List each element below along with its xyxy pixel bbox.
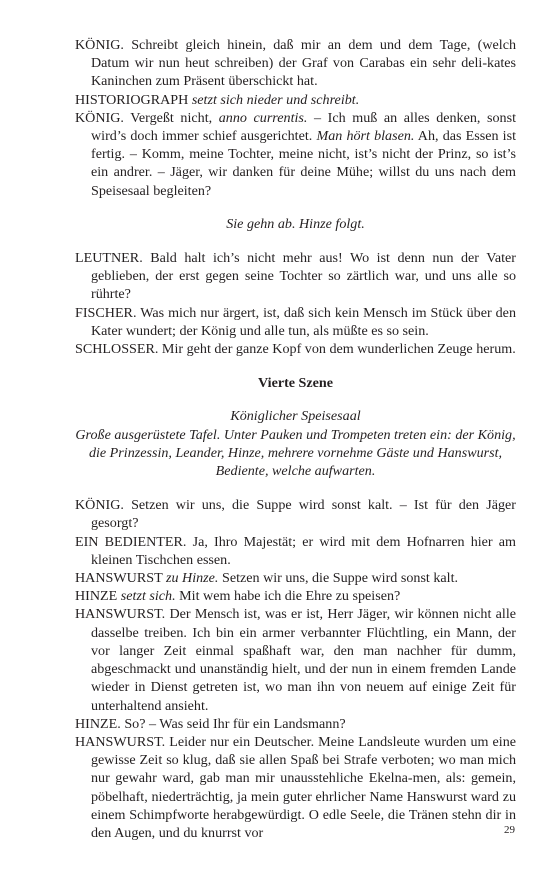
page-number: 29: [504, 824, 515, 836]
speech-hanswurst-2: HANSWURST. Der Mensch ist, was er ist, Herr Jäger, wir können nicht alle dasselbe treiben. Ich bin ein armer verbannter Flüchtling, ein Mann, der vor langer Zeit einmal spaßhaft war, den man nachher für dumm, abgeschmackt und unanständig hielt, und der nun in einem fremden Lande wieder in Dienst getreten ist, wo man ihn von neuem auf einige Zeit für unterhaltend ansieht.: [75, 606, 516, 714]
speech-leutner: LEUTNER. Bald halt ich’s nicht mehr aus! Wo ist denn nun der Vater geblieben, der erst gegen seine Tochter so zärtlich war, und uns alle so rührte?: [75, 250, 516, 303]
speech-text: Mit wem habe ich die Ehre zu speisen?: [175, 588, 401, 605]
speech-schlosser: SCHLOSSER. Mir geht der ganze Kopf von dem wunderlichen Zeuge herum.: [75, 341, 516, 358]
speech-koenig-3: KÖNIG. Setzen wir uns, die Suppe wird sonst kalt. – Ist für den Jäger gesorgt?: [75, 497, 516, 532]
speech-hinze-2: HINZE. So? – Was seid Ihr für ein Landsmann?: [75, 715, 346, 732]
scene-heading: Vierte Szene: [258, 375, 333, 392]
speech-koenig-1: KÖNIG. Schreibt gleich hinein, daß mir an dem und dem Tage, (welch Datum wir nun heut schreiben) der Graf von Carabas ein sehr deli-kates Kaninchen zum Präsent überschickt hat.: [75, 37, 516, 90]
speech-text: Setzen wir uns, die Suppe wird sonst kalt.: [218, 570, 459, 587]
speech-bedienter: EIN BEDIENTER. Ja, Ihro Majestät; er wird mit dem Hofnarren hier am kleinen Tischchen essen.: [75, 533, 516, 568]
speech-koenig-2: [75, 109, 516, 200]
speech-text: – Ich muß an alles denken, sonst wird’s doch immer schief ausgerichtet.: [91, 109, 516, 145]
latin-phrase: anno currentis.: [218, 109, 308, 126]
spacer: [75, 233, 516, 249]
speech-hinze-1: [75, 587, 516, 605]
stage-historiograph: [75, 91, 516, 109]
speech-text: KÖNIG. Vergeßt nicht,: [75, 109, 219, 126]
spacer: [75, 480, 516, 496]
spacer: [75, 392, 516, 407]
speaker-hinze: HINZE: [75, 588, 121, 605]
stage-direction: Man hört blasen.: [316, 128, 415, 145]
scene-setting-description: Große ausgerüstete Tafel. Unter Pauken und Trompeten treten ein: der König, die Prinzessin, Leander, Hinze, mehrere vornehme Gäste und Hanswurst, Bediente, welche aufwarten.: [75, 426, 516, 480]
speech-fischer: FISCHER. Was mich nur ärgert, ist, daß sich kein Mensch im Stück über den Kater wundert; der König und alle tun, als müßte es so sein.: [75, 304, 516, 339]
stage-direction: setzt sich nieder und schreibt.: [191, 91, 360, 108]
stage-direction: setzt sich.: [120, 588, 176, 605]
stage-direction: zu Hinze.: [165, 570, 219, 587]
speaker-historiograph: HISTORIOGRAPH: [75, 91, 192, 108]
stage-direction-exit: Sie gehn ab. Hinze folgt.: [226, 215, 365, 232]
speech-hanswurst-3: HANSWURST. Leider nur ein Deutscher. Meine Landsleute wurden um eine gewisse Zeit so klug, daß sie allen Spaß bei Strafe verboten; wo man mich nur gewahr ward, gab man mir unausstehliche Ekelna-men, als: gemein, pöbelhaft, niederträchtig, ja mein guter ehrlicher Name Hanswurst ward zu einem Schimpfworte herabgewürdigt. O edle Seele, die Tränen stehn dir in den Augen, und du knurrst vor: [75, 733, 516, 841]
spacer: [75, 200, 516, 215]
page-body: [75, 36, 516, 842]
scene-setting-title: Königlicher Speisesaal: [230, 408, 361, 425]
speech-hanswurst-1: [75, 569, 516, 587]
speech-text: Ah, das Essen ist fertig. – Komm, meine Tochter, meine nicht, ist’s nicht der Prinz, so ist’s ein andrer. – Jäger, wir danken für deine Mühe; willst du uns nach dem Speisesaal begleiten?: [91, 128, 516, 199]
spacer: [75, 358, 516, 374]
speaker-hanswurst: HANSWURST: [75, 570, 166, 587]
